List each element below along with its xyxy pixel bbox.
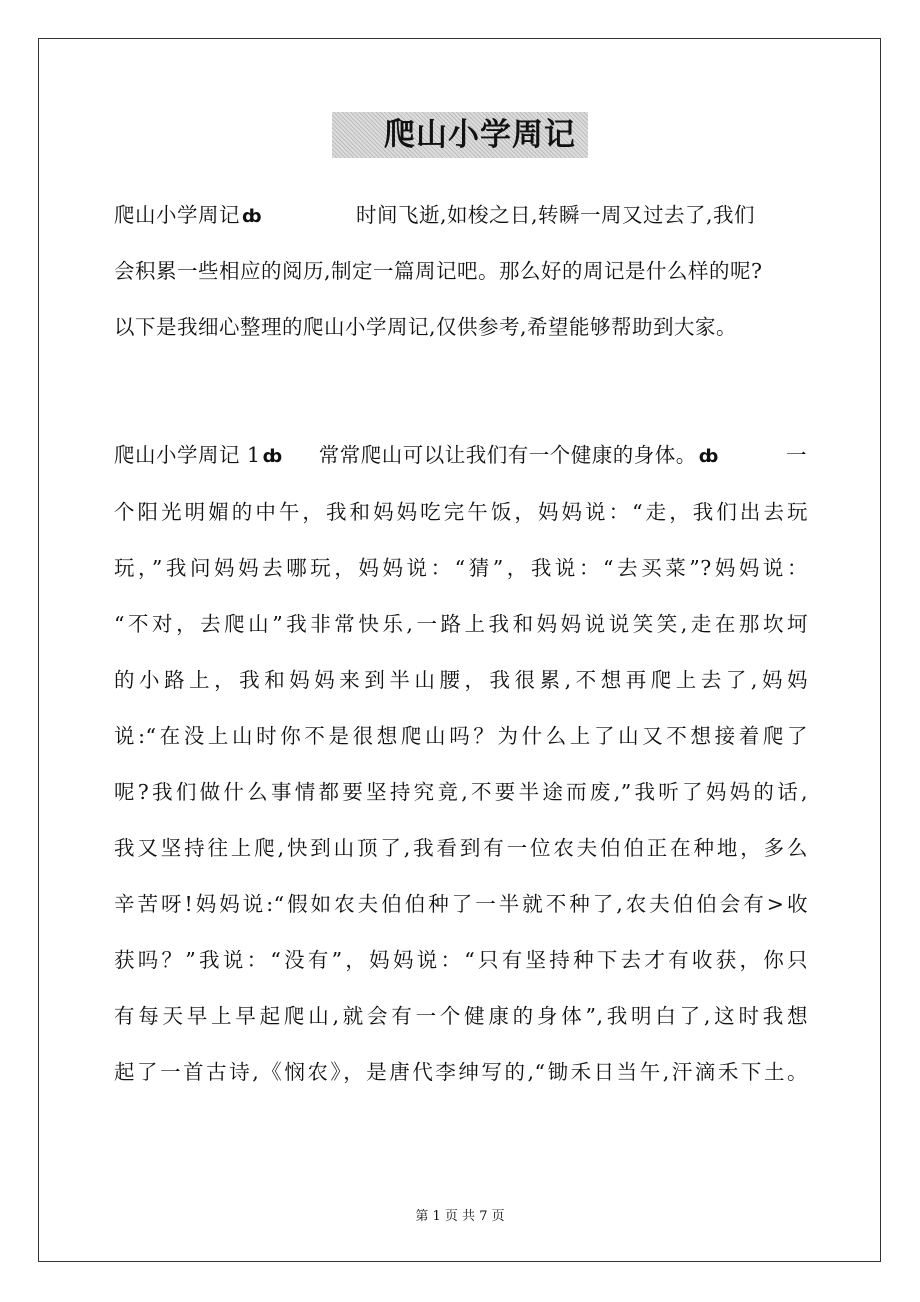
section-heading: 爬山小学周记 1 — [114, 443, 261, 467]
page-footer: 第 1 页 共 7 页 — [415, 1209, 505, 1224]
body-line-6: 呢?我们做什么事情都要坚持究竟,不要半途而废,”我听了妈妈的话, — [114, 780, 808, 804]
section-1-line-1 — [114, 440, 719, 472]
body-line-5: 说:“在没上山时你不是很想爬山吗？为什么上了山又不想接着爬了 — [114, 724, 808, 748]
intro-line-2: 会积累一些相应的阅历,制定一篇周记吧。那么好的周记是什么样的呢? — [114, 259, 763, 283]
body-line-7: 我又坚持往上爬,快到山顶了,我看到有一位农夫伯伯正在种地，多么 — [114, 836, 808, 860]
document-title: 爬山小学周记 — [384, 117, 576, 153]
intro-heading: 爬山小学周记 — [114, 203, 240, 227]
intro-line-1 — [114, 200, 262, 232]
body-line-10: 有每天早上早起爬山,就会有一个健康的身体”,我明白了,这时我想 — [114, 1004, 808, 1028]
body-line-3: “不对，去爬山”我非常快乐,一路上我和妈妈说说笑笑,走在那坎坷 — [114, 612, 808, 636]
paragraph-mark-icon: ȸ — [698, 446, 719, 467]
paragraph-mark-icon: ȸ — [262, 446, 283, 467]
body-line-8: 辛苦呀!妈妈说:“假如农夫伯伯种了一半就不种了,农夫伯伯会有>收 — [114, 892, 808, 916]
body-line-4: 的小路上，我和妈妈来到半山腰，我很累,不想再爬上去了,妈妈 — [114, 668, 808, 692]
body-line-1: 个阳光明媚的中午，我和妈妈吃完午饭，妈妈说：“走，我们出去玩 — [114, 500, 808, 524]
body-line-9: 获吗？”我说：“没有”，妈妈说：“只有坚持种下去才有收获，你只 — [114, 948, 808, 972]
intro-line-3: 以下是我细心整理的爬山小学周记,仅供参考,希望能够帮助到大家。 — [114, 315, 738, 339]
body-line-11: 起了一首古诗,《悯农》，是唐代李绅写的,“锄禾日当午,汗滴禾下土。 — [114, 1060, 808, 1084]
body-line-2: 玩，”我问妈妈去哪玩，妈妈说：“猜”，我说：“去买菜”?妈妈说： — [114, 556, 808, 580]
intro-line-1-text: 时间飞逝,如梭之日,转瞬一周又过去了,我们 — [356, 203, 756, 227]
paragraph-mark-icon: ȸ — [242, 206, 263, 227]
section-first-sentence: 常常爬山可以让我们有一个健康的身体。 — [318, 443, 697, 467]
section-1-line-1-tail: 一 — [786, 443, 807, 467]
